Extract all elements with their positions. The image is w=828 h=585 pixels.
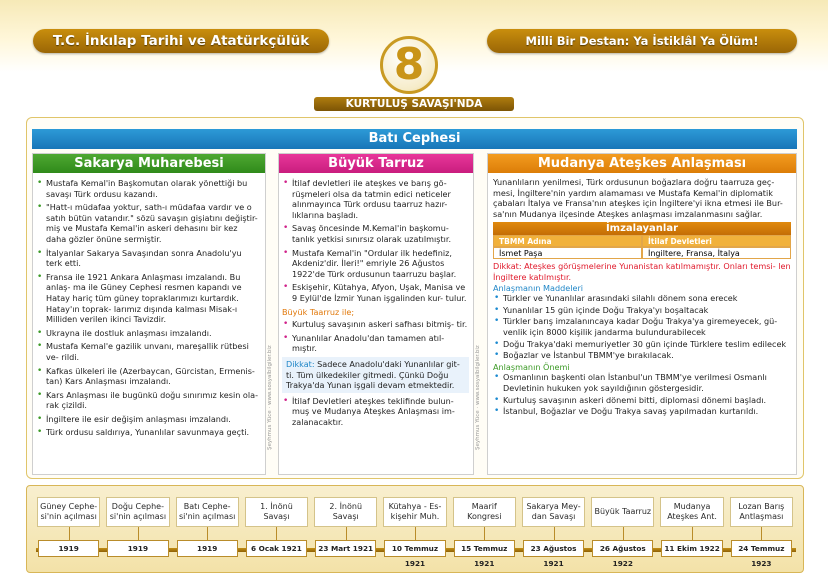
results-label: Büyük Taarruz ile; [282,306,355,317]
list-item: • Mustafa Kemal'in Başkomutan olarak yönettiği bu savaşı Türk ordusu kazandı. [36,178,260,199]
timeline-date: 1919 [177,540,238,557]
timeline-tick [761,527,762,540]
unit-number-badge [380,36,438,94]
list-item: • Kars Anlaşması ile bugünkü doğu sınırımız kesin ola- rak çizildi. [36,390,260,411]
importance-title: Anlaşmanın Önemi [493,361,570,372]
signers-value: İsmet Paşa [493,247,642,259]
signers-table [493,222,791,259]
timeline-tick [207,527,208,540]
timeline-event: Sakarya Mey- dan Savaşı [522,497,585,527]
timeline-date: 6 Ocak 1921 [246,540,307,557]
signers-header: TBMM Adına [493,235,642,247]
unit-number: 8 [393,39,425,90]
signers-value: İngiltere, Fransa, İtalya [642,247,791,259]
mudanya-intro: Yunanlıların yenilmesi, Türk ordusunun boğazlara doğru taarruza geç- mesi, İngiltere'nin yardım alamaması ve Mustafa Kemal'in diplomatik çabaları İtalya ve Fransa'nın ateşkes için İngiltere'yi ikna etmesi ile Bur- sa'nın Mudanya ilçesinde Ateşkes anlaşması imzalanmasını sağlar. [493,177,783,219]
list-item: • İtilaf Devletleri ateşkes teklifinde bulun- muş ve Mudanya Ateşkes Anlaşması im- zalanacaktır. [282,396,469,428]
results-list [282,319,469,354]
timeline-date: 23 Ağustos 1921 [523,540,584,557]
buyuk-taarruz-list [282,178,469,304]
timeline-event: 1. İnönü Savaşı [245,497,308,527]
buyuk-taarruz-title: Büyük Tarruz [279,154,473,173]
timeline-event: Lozan Barış Antlaşması [730,497,793,527]
timeline-date: 1919 [38,540,99,557]
watermark-vertical: Şeyhmus Yüce · www.sosyalbilgiler.biz [267,345,273,450]
watermark-vertical: Şeyhmus Yüce · www.sosyalbilgiler.biz [475,345,481,450]
list-item: • İtalyanlar Sakarya Savaşından sonra Anadolu'yu terk etti. [36,248,260,269]
signers-header-row [493,235,791,247]
list-item: • Savaş öncesinde M.Kemal'in başkomu- tanlık yetkisi sınırsız olarak uzatılmıştır. [282,223,469,244]
list-item: • Boğazlar ve İstanbul TBMM'ye bırakılacak. [493,350,791,361]
timeline-date: 23 Mart 1921 [315,540,376,557]
timeline-event: Maarif Kongresi [453,497,516,527]
timeline-event: Batı Cephe- si'nin açılması [176,497,239,527]
timeline-event: 2. İnönü Savaşı [314,497,377,527]
timeline-tick [138,527,139,540]
importance-list [493,372,791,416]
timeline-tick [484,527,485,540]
signers-title: İmzalayanlar [493,222,791,235]
course-title: T.C. İnkılap Tarihi ve Atatürkçülük [33,29,329,53]
unit-title: Milli Bir Destan: Ya İstiklâl Ya Ölüm! [487,29,797,53]
list-item: • Türkler barış imzalanıncaya kadar Doğu Trakya'ya giremeyecek, gü- venlik için 8000 kişilik jandarma bulundurabilecek [493,316,791,337]
list-item: • Kurtuluş savaşının askeri dönemi bitti, diplomasi dönemi başladı. [493,395,791,406]
timeline-tick [623,527,624,540]
mudanya-title: Mudanya Ateşkes Anlaşması [488,154,796,173]
sakarya-list [33,173,265,438]
list-item: • Ukrayna ile dostluk anlaşması imzalandı. [36,328,260,339]
list-item: • Yunanlılar 15 gün içinde Doğu Trakya'yı boşaltacak [493,305,791,316]
timeline-date: 1919 [107,540,168,557]
list-item: • İtilaf devletleri ile ateşkes ve barış gö- rüşmeleri olsa da tatmin edici neticeler alınmayınca Türk ordusu taarruz hazır- lıklarına başladı. [282,178,469,220]
list-item: • İstanbul, Boğazlar ve Doğu Trakya savaş yapılmadan kurtarıldı. [493,406,791,417]
list-item: • "Hatt-ı müdafaa yoktur, sath-ı müdafaa vardır ve o satıh bütün vatandır." sözü savaşın gişiatını değiştir- miş ve Mustafa Kemal'in askeri dehasını bir kez daha gözler önüne sermiştir. [36,202,260,244]
timeline-date: 15 Temmuz 1921 [454,540,515,557]
buyuk-taarruz-column [278,153,474,475]
timeline-event: Kütahya - Es- kişehir Muh. [383,497,446,527]
list-item: • İngiltere ile esir değişim anlaşması imzalandı. [36,414,260,425]
timeline-event: Büyük Taarruz [591,497,654,527]
list-item: • Kafkas ülkeleri ile (Azerbaycan, Gürcistan, Ermenis- tan) Kars Anlaşması imzalandı. [36,366,260,387]
list-item: • Doğu Trakya'daki memuriyetler 30 gün içinde Türklere teslim edilecek [493,339,791,350]
note-label: Dikkat: [286,358,315,369]
list-item: • Mustafa Kemal'e gazilik unvanı, mareşallik rütbesi ve- rildi. [36,341,260,362]
signers-value-row [493,247,791,259]
page-subtitle: KURTULUŞ SAVAŞI'NDA [314,97,514,111]
timeline-date: 10 Temmuz 1921 [384,540,445,557]
timeline-tick [554,527,555,540]
warning-text: Dikkat: Ateşkes görüşmelerine Yunanistan katılmamıştır. Onları temsi- len İngiltere katılmıştır. [493,261,791,282]
list-item: • Fransa ile 1921 Ankara Anlaşması imzalandı. Bu anlaş- ma ile Güney Cephesi resmen kapandı ve Hatay hariç tüm güney topraklarımızı kurtardık. Hatay'ın toprak- larımız dışında kalması Misak-ı Milliden verilen ikinci Tavizdir. [36,272,260,325]
list-item: • Kurtuluş savaşının askeri safhası bitmiş- tir. [282,319,469,330]
note-text: Sadece Anadolu'daki Yunanlılar git- ti. Tüm ülkedekiler gitmedi. Çünkü Doğu Trakya'da Yunan işgali devam etmektedir. [286,358,460,391]
mudanya-column [487,153,797,475]
timeline-tick [346,527,347,540]
timeline-date: 26 Ağustos 1922 [592,540,653,557]
timeline-tick [692,527,693,540]
timeline-tick [415,527,416,540]
timeline-event: Doğu Cephe- si'nin açılması [106,497,169,527]
list-item: • Türkler ve Yunanlılar arasındaki silahlı dönem sona erecek [493,293,791,304]
articles-list [493,293,791,361]
section-title: Batı Cephesi [32,129,797,149]
final-list [282,396,469,428]
list-item: • Türk ordusu saldırıya, Yunanlılar savunmaya geçti. [36,427,260,438]
sakarya-column [32,153,266,475]
list-item: • Mustafa Kemal'in "Ordular ilk hedefiniz, Akdeniz'dir. İleri!" emriyle 26 Ağustos 1922'de Türk ordusunun taarruzu başlar. [282,248,469,280]
timeline-tick [276,527,277,540]
list-item: • Osmanlının başkenti olan İstanbul'un TBMM'ye verilmesi Osmanlı Devletinin hukuken yok sayıldığının göstergesidir. [493,372,791,393]
timeline-tick [69,527,70,540]
list-item: • Eskişehir, Kütahya, Afyon, Uşak, Manisa ve 9 Eylül'de İzmir Yunan işgalinden kur- tulur. [282,282,469,303]
timeline-event: Mudanya Ateşkes Ant. [660,497,723,527]
timeline-date: 24 Temmuz 1923 [731,540,792,557]
note-box [282,357,469,393]
timeline-event: Güney Cephe- si'nin açılması [37,497,100,527]
timeline-date: 11 Ekim 1922 [661,540,722,557]
articles-title: Anlaşmanın Maddeleri [493,282,584,293]
signers-header: İtilaf Devletleri [642,235,791,247]
list-item: • Yunanlılar Anadolu'dan tamamen atıl- mıştır. [282,333,469,354]
sakarya-title: Sakarya Muharebesi [33,154,265,173]
